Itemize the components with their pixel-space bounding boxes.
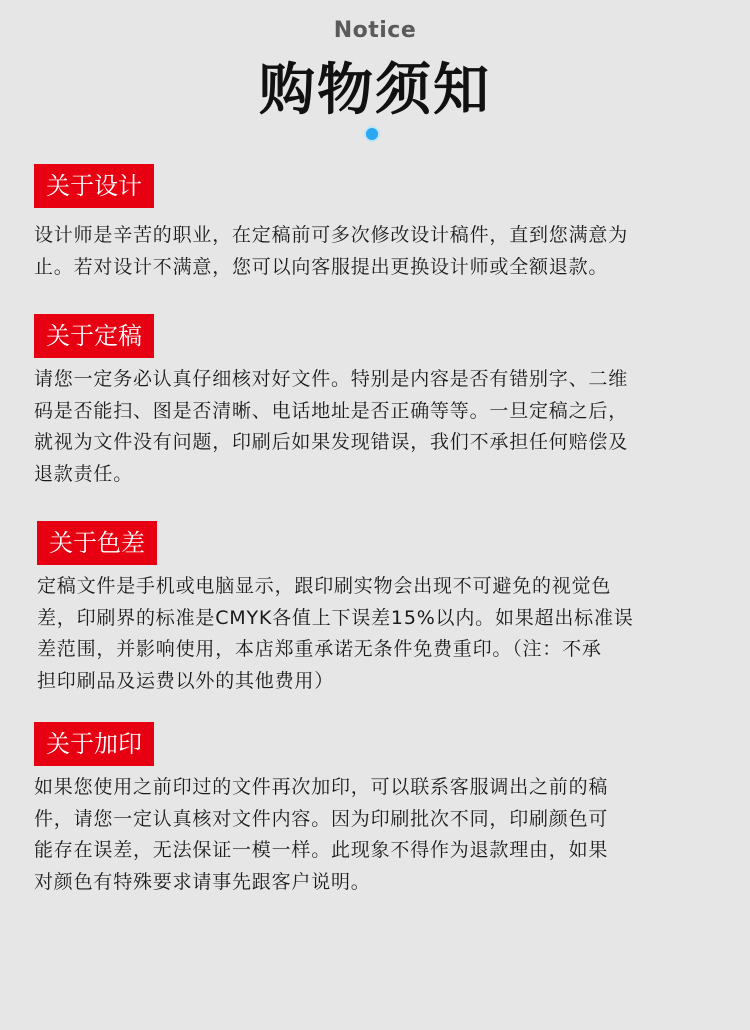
title-accent-dot [366,128,378,140]
body-line: 能存在误差，无法保证一模一样。此现象不得作为退款理由，如果 [34,839,609,861]
page-title: 购物须知 [259,58,491,123]
body-line: 止。若对设计不满意，您可以向客服提出更换设计师或全额退款。 [34,255,609,278]
body-line: 如果您使用之前印过的文件再次加印，可以联系客服调出之前的稿 [34,776,609,798]
body-line: 设计师是辛苦的职业，在定稿前可多次修改设计稿件，直到您满意为 [34,224,629,246]
section-tag-design: 关于设计 [34,164,154,208]
section-body-color-difference [37,571,634,697]
section-body-final-draft [34,364,628,490]
section-tag-final-draft: 关于定稿 [34,314,154,358]
section-tag-color-difference: 关于色差 [37,521,157,565]
section-tag-reprint: 关于加印 [34,722,154,766]
body-line: 差，印刷界的标准是CMYK各值上下误差15%以内。如果超出标准误 [37,606,634,629]
body-line: 担印刷品及运费以外的其他费用） [37,669,335,692]
body-line: 定稿文件是手机或电脑显示，跟印刷实物会出现不可避免的视觉色 [37,575,612,597]
body-line: 差范围，并影响使用，本店郑重承诺无条件免费重印。（注：不承 [37,638,602,660]
body-line: 退款责任。 [34,462,134,485]
section-body-reprint [34,772,608,898]
body-line: 件，请您一定认真核对文件内容。因为印刷批次不同，印刷颜色可 [34,807,609,830]
notice-heading-en: Notice [333,18,417,43]
body-line: 就视为文件没有问题，印刷后如果发现错误，我们不承担任何赔偿及 [34,431,629,453]
section-body-design [34,220,628,283]
body-line: 码是否能扫、图是否清晰、电话地址是否正确等等。一旦定稿之后， [34,399,629,422]
body-line: 请您一定务必认真仔细核对好文件。特别是内容是否有错别字、二维 [34,368,629,390]
body-line: 对颜色有特殊要求请事先跟客户说明。 [34,870,371,893]
